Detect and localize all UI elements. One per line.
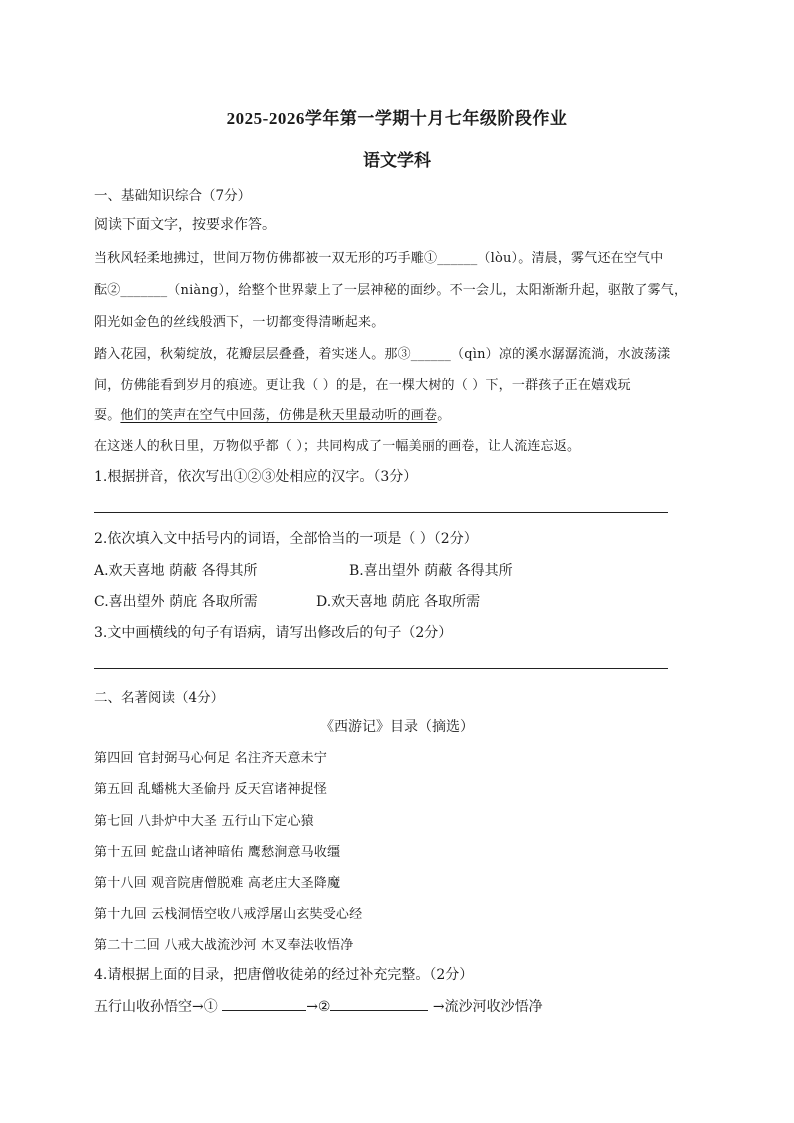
option-b[interactable]: B.喜出望外 荫蔽 各得其所 <box>349 563 513 579</box>
question-2: 2.依次填入文中括号内的词语，全部恰当的一项是（ ）（2分） <box>94 531 478 547</box>
toc-item: 第四回 官封弼马心何足 名注齐天意未宁 <box>94 751 328 766</box>
passage-line: 在这迷人的秋日里，万物似乎都（ ）；共同构成了一幅美丽的画卷，让人流连忘返。 <box>94 439 581 454</box>
option-c[interactable]: C.喜出望外 荫庇 各取所需 <box>94 594 258 610</box>
option-a[interactable]: A.欢天喜地 荫蔽 各得其所 <box>94 563 258 579</box>
passage-line: 酝②_______（niàng），给整个世界蒙上了一层神秘的面纱。不一会儿，太阳渐渐升起，驱散了雾气， <box>94 283 688 298</box>
toc-item: 第十九回 云栈洞悟空收八戒浮屠山玄奘受心经 <box>94 907 363 922</box>
answer-line[interactable] <box>94 668 668 669</box>
answer-line[interactable] <box>94 512 668 513</box>
question-3: 3.文中画横线的句子有语病，请写出修改后的句子（2分） <box>94 625 453 641</box>
question-1: 1.根据拼音，依次写出①②③处相应的汉字。（3分） <box>94 469 418 485</box>
toc-item: 第七回 八卦炉中大圣 五行山下定心猿 <box>94 814 314 829</box>
question-4: 4.请根据上面的目录，把唐僧收徒弟的经过补充完整。（2分） <box>94 967 474 983</box>
passage-text: 耍。 <box>94 408 121 423</box>
passage-line <box>94 404 450 423</box>
toc-item: 第五回 乱蟠桃大圣偷丹 反天宫诸神捉怪 <box>94 782 328 797</box>
section-heading-basics: 一、基础知识综合（7分） <box>94 188 252 204</box>
subject-title: 语文学科 <box>363 151 431 170</box>
passage-line: 阳光如金色的丝线般洒下，一切都变得清晰起来。 <box>94 315 385 330</box>
toc-item: 第十五回 蛇盘山诸神暗佑 鹰愁涧意马收缰 <box>94 845 341 860</box>
reading-instruction: 阅读下面文字，按要求作答。 <box>94 217 276 233</box>
fill-arrow-2: →② <box>306 999 331 1015</box>
passage-line: 踏入花园，秋菊绽放，花瓣层层叠叠，着实迷人。那③______（qìn）凉的溪水潺潺流淌，水波荡漾 <box>94 347 671 362</box>
toc-title: 《西游记》目录（摘选） <box>320 719 474 735</box>
answer-blank-2[interactable] <box>330 996 428 1011</box>
option-d[interactable]: D.欢天喜地 荫庇 各取所需 <box>316 594 481 610</box>
passage-line: 间，仿佛能看到岁月的痕迹。更让我（ ）的是，在一棵大树的（ ）下，一群孩子正在嬉戏玩 <box>94 378 631 393</box>
underlined-sentence: 他们的笑声在空气中回荡，仿佛是秋天里最动听的画卷 <box>120 408 438 423</box>
passage-line: 当秋风轻柔地拂过，世间万物仿佛都被一双无形的巧手雕①______（lòu）。清晨，雾气还在空气中 <box>94 251 664 266</box>
question-4-fill <box>94 996 543 1016</box>
fill-end: →流沙河收沙悟净 <box>432 999 543 1015</box>
toc-item: 第二十二回 八戒大战流沙河 木叉奉法收悟净 <box>94 938 354 953</box>
answer-blank-1[interactable] <box>222 996 306 1011</box>
section-heading-classics: 二、名著阅读（4分） <box>94 690 225 706</box>
toc-item: 第十八回 观音院唐僧脱难 高老庄大圣降魔 <box>94 876 341 891</box>
fill-start: 五行山收孙悟空→① <box>94 999 218 1015</box>
passage-text: 。 <box>437 408 451 423</box>
page-title: 2025-2026学年第一学期十月七年级阶段作业 <box>226 109 568 128</box>
